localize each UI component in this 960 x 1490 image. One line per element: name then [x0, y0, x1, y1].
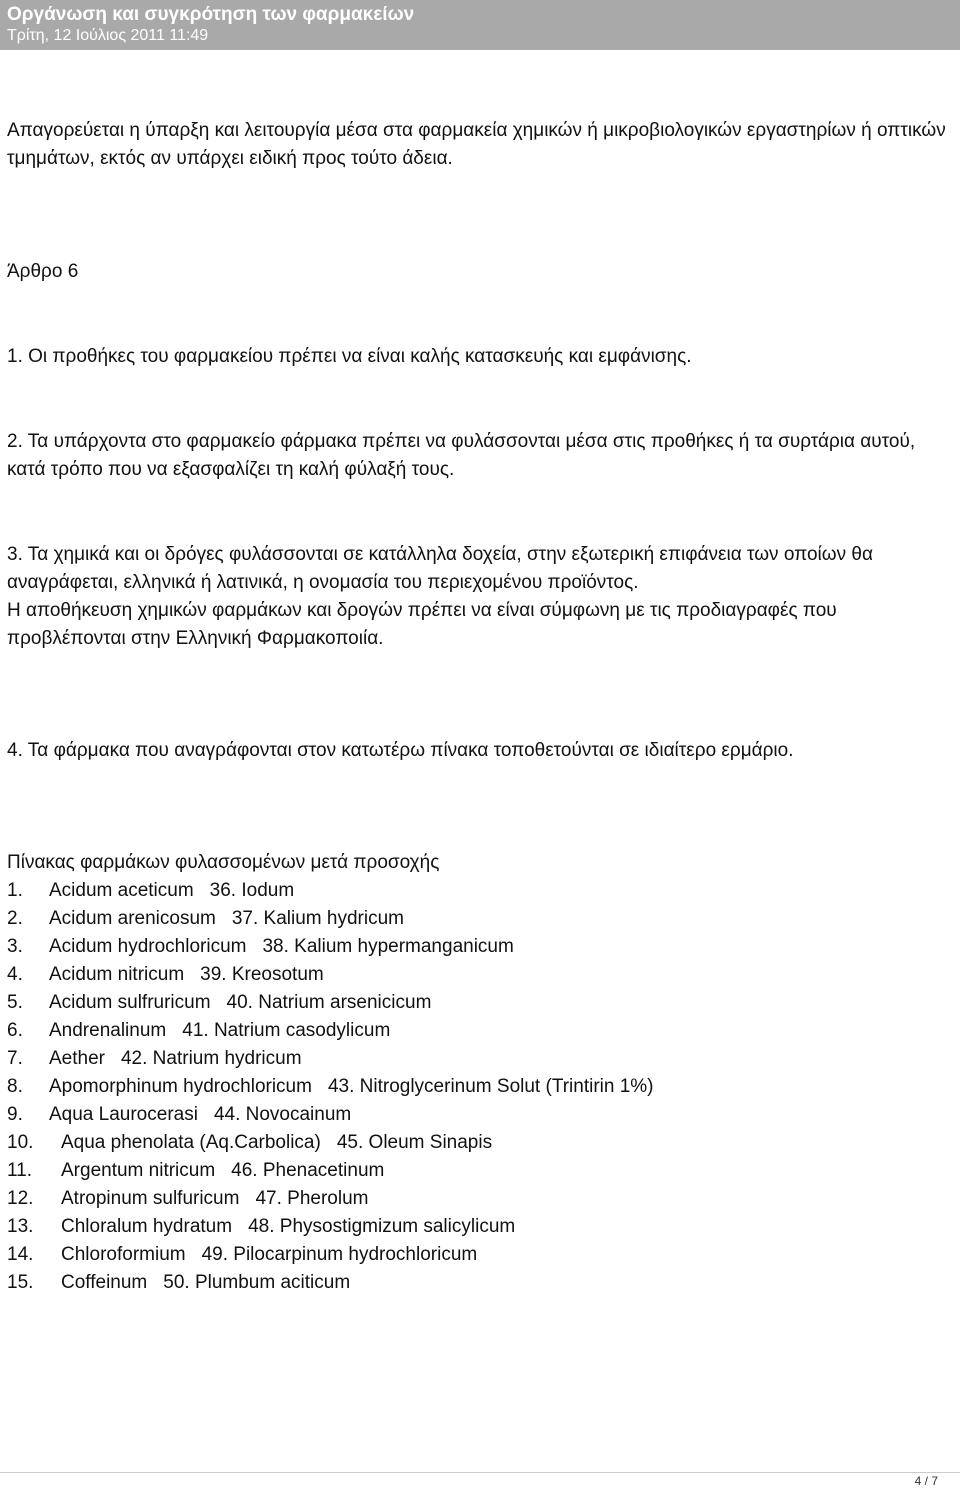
document-body	[7, 117, 955, 1297]
drug-list-item	[7, 1241, 955, 1269]
drug-number: 12.	[7, 1188, 34, 1209]
drug-name-right: 39. Kreosotum	[200, 964, 324, 985]
drug-number: 5.	[7, 992, 23, 1013]
paragraph-3-continued: Η αποθήκευση χημικών φαρμάκων και δρογών πρέπει να είναι σύμφωνη με τις προδιαγραφές που προβλέπονται στην Ελληνική Φαρμακοποιία.	[7, 600, 837, 649]
drug-list-item	[7, 1101, 955, 1129]
drug-name-right: 44. Novocainum	[213, 1104, 352, 1125]
drug-name-right: 46. Phenacetinum	[231, 1160, 385, 1181]
drug-name-left: Andrenalinum	[49, 1020, 167, 1041]
drug-table-title: Πίνακας φαρμάκων φυλασσομένων μετά προσοχής	[7, 852, 440, 873]
drug-list-item	[7, 1129, 955, 1157]
drug-name-left: Acidum arenicosum	[49, 908, 216, 929]
page-header	[0, 0, 960, 50]
drug-list-item	[7, 1045, 955, 1073]
drug-name-right: 42. Natrium hydricum	[120, 1048, 302, 1069]
drug-name-right: 50. Plumbum aciticum	[163, 1272, 351, 1293]
intro-paragraph: Απαγορεύεται η ύπαρξη και λειτουργία μέσα στα φαρμακεία χημικών ή μικροβιολογικών εργαστηρίων ή οπτικών τμημάτων, εκτός αν υπάρχει ειδική προς τούτο άδεια.	[7, 120, 946, 169]
drug-name-left: Aqua Laurocerasi	[49, 1104, 198, 1125]
drug-name-left: Chloroformium	[61, 1244, 186, 1265]
drug-number: 8.	[7, 1076, 23, 1097]
drug-name-left: Acidum nitricum	[49, 964, 185, 985]
drug-name-right: 37. Kalium hydricum	[231, 908, 404, 929]
drug-name-right: 43. Nitroglycerinum Solut (Trintirin 1%)	[327, 1076, 654, 1097]
drug-name-left: Aqua phenolata (Aq.Carbolica)	[61, 1132, 321, 1153]
drug-number: 13.	[7, 1216, 34, 1237]
paragraph-1: 1. Οι προθήκες του φαρμακείου πρέπει να είναι καλής κατασκευής και εμφάνισης.	[7, 346, 692, 367]
drug-name-right: 41. Natrium casodylicum	[182, 1020, 391, 1041]
drug-number: 1.	[7, 880, 23, 901]
page-number: 4 / 7	[914, 1474, 938, 1488]
drug-name-left: Apomorphinum hydrochloricum	[49, 1076, 312, 1097]
drug-list-item	[7, 905, 955, 933]
drug-name-right: 38. Kalium hypermanganicum	[262, 936, 514, 957]
footer-divider	[0, 1472, 960, 1473]
drug-list-item	[7, 1157, 955, 1185]
drug-name-left: Argentum nitricum	[61, 1160, 216, 1181]
drug-list-item	[7, 1213, 955, 1241]
drug-name-left: Coffeinum	[61, 1272, 148, 1293]
drug-list-item	[7, 933, 955, 961]
drug-number: 4.	[7, 964, 23, 985]
drug-number: 11.	[7, 1160, 33, 1181]
drug-name-right: 40. Natrium arsenicicum	[226, 992, 432, 1013]
drug-list-item	[7, 877, 955, 905]
drug-number: 15.	[7, 1272, 34, 1293]
drug-number: 7.	[7, 1048, 23, 1069]
drug-number: 10.	[7, 1132, 34, 1153]
drug-list-item	[7, 1073, 955, 1101]
document-date: Τρίτη, 12 Ιούλιος 2011 11:49	[7, 27, 209, 44]
drug-number: 3.	[7, 936, 23, 957]
drug-number: 14.	[7, 1244, 34, 1265]
drug-name-left: Acidum hydrochloricum	[49, 936, 247, 957]
document-title: Οργάνωση και συγκρότηση των φαρμακείων	[7, 4, 415, 25]
drug-list-item	[7, 1185, 955, 1213]
drug-name-left: Acidum aceticum	[49, 880, 194, 901]
drug-number: 9.	[7, 1104, 23, 1125]
drug-name-right: 47. Pherolum	[255, 1188, 369, 1209]
drug-name-left: Aether	[49, 1048, 105, 1069]
drug-list	[7, 877, 955, 1297]
article-heading: Άρθρο 6	[7, 261, 79, 282]
drug-name-right: 45. Oleum Sinapis	[336, 1132, 493, 1153]
drug-number: 2.	[7, 908, 23, 929]
drug-list-item	[7, 961, 955, 989]
drug-name-right: 49. Pilocarpinum hydrochloricum	[201, 1244, 478, 1265]
drug-name-left: Chloralum hydratum	[61, 1216, 233, 1237]
drug-list-item	[7, 1017, 955, 1045]
drug-name-left: Acidum sulfruricum	[49, 992, 211, 1013]
paragraph-2: 2. Τα υπάρχοντα στο φαρμακείο φάρμακα πρέπει να φυλάσσονται μέσα στις προθήκες ή τα συρτάρια αυτού, κατά τρόπο που να εξασφαλίζει τη καλή φύλαξή τους.	[7, 431, 916, 480]
drug-name-right: 48. Physostigmizum salicylicum	[248, 1216, 516, 1237]
paragraph-3: 3. Τα χημικά και οι δρόγες φυλάσσονται σε κατάλληλα δοχεία, στην εξωτερική επιφάνεια των οποίων θα αναγράφεται, ελληνικά ή λατινικά, η ονομασία του περιεχομένου προϊόντος.	[7, 544, 873, 593]
drug-name-left: Atropinum sulfuricum	[61, 1188, 240, 1209]
drug-list-item	[7, 1269, 955, 1297]
drug-number: 6.	[7, 1020, 23, 1041]
drug-list-item	[7, 989, 955, 1017]
paragraph-4: 4. Τα φάρμακα που αναγράφονται στον κατωτέρω πίνακα τοποθετούνται σε ιδιαίτερο ερμάριο.	[7, 740, 794, 761]
drug-name-right: 36. Iodum	[209, 880, 295, 901]
